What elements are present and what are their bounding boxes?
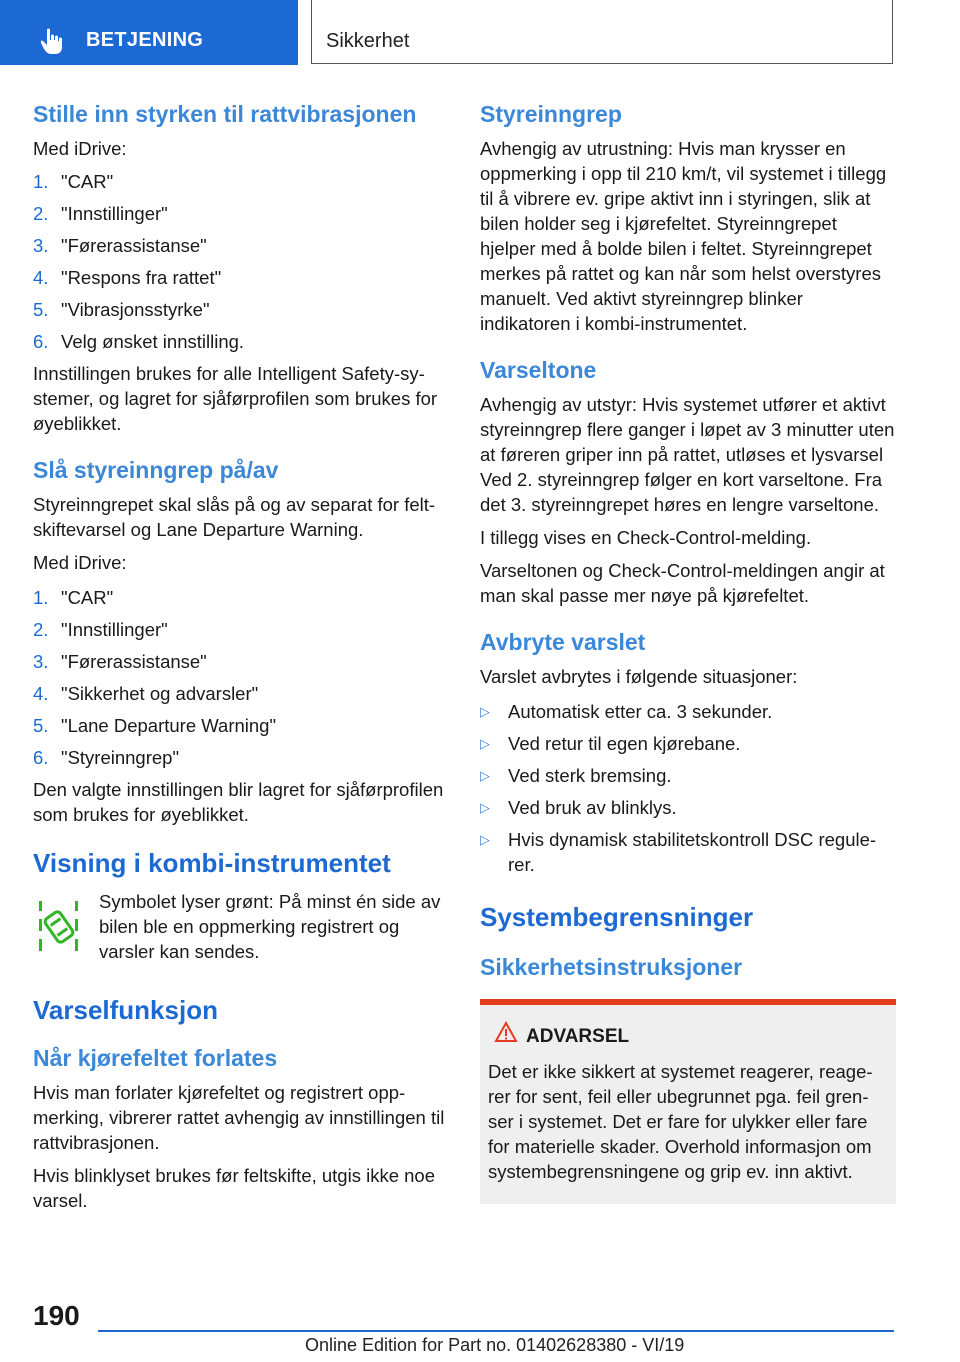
warning-text: Det er ikke sikkert at systemet reagerer, reagerer for sent, feil eller ubegrunnet pga. feil grenser i systemet. Det er fare for ulykker eller fare for materielle skader. Overhold informasjon om systembegrensningene og grip ev. inn aktivt.: [488, 1061, 873, 1182]
step-text: "Styreinngrep": [61, 747, 180, 768]
bullet-text: Ved retur til egen kjørebane.: [508, 733, 741, 754]
step-text: "Lane Departure Warning": [61, 715, 277, 736]
step-number: 1.: [33, 171, 49, 192]
step-number: 6.: [33, 747, 49, 768]
paragraph: Hvis man forlater kjørefeltet og registrert oppmerking, vibrerer rattet avhengig av innstillingen til rattvibrasjonen.: [33, 1082, 445, 1153]
section-label: BETJENING: [86, 29, 204, 51]
step-text: "CAR": [61, 171, 114, 192]
paragraph: Hvis blinklyset brukes før feltskifte, utgis ikke noe varsel.: [33, 1165, 436, 1211]
paragraph: I tillegg vises en Check-Control-melding.: [480, 527, 812, 548]
step-text: "Førerassistanse": [61, 235, 207, 256]
step-text: "Førerassistanse": [61, 651, 207, 672]
step-list: [33, 585, 453, 770]
step-number: 5.: [33, 299, 49, 320]
list-item: [480, 827, 896, 877]
step-number: 2.: [33, 203, 49, 224]
step-number: 2.: [33, 619, 49, 640]
footer-divider: [98, 1330, 894, 1332]
left-column: [33, 100, 453, 1221]
warning-title: [488, 1025, 888, 1049]
step-number: 4.: [33, 267, 49, 288]
chapter-label: Sikkerhet: [326, 30, 410, 52]
paragraph: Varslet avbrytes i følgende situasjoner:: [480, 666, 798, 687]
warning-title-text: ADVARSEL: [526, 1026, 630, 1047]
symbol-description: [33, 889, 453, 964]
step-text: "Vibrasjonsstyrke": [61, 299, 210, 320]
paragraph: Avhengig av utstyr: Hvis systemet utfører et aktivt styreinngrep flere ganger i løpet av 3 minutter uten at føreren griper inn på rattet, utløses et lysvarsel Ved 2. styreinngrep følger en kort varseltone. Fra det 3. styreinngrepet høres en lengre varseltone.: [480, 394, 895, 515]
bullet-list: [480, 699, 896, 877]
step-number: 4.: [33, 683, 49, 704]
heading-safety-instructions: Sikkerhetsinstruksjoner: [480, 954, 743, 980]
paragraph: Avhengig av utrustning: Hvis man krysser en oppmerking i opp til 210 km/t, vil systemet i tillegg til å vibrere ev. gripe aktivt inn i styringen, slik at bilen holder seg i kjørefeltet. Styreinngrepet hjelper med å bolde bilen i feltet. Styreinngrepet merkes på rattet og kan når som helst overstyres manuelt. Ved aktivt styreinngrep blinker indikatoren i kombi-instrumentet.: [480, 138, 887, 334]
list-item: [33, 713, 453, 738]
step-list: [33, 169, 453, 354]
list-item: [480, 731, 896, 756]
step-text: "Respons fra rattet": [61, 267, 222, 288]
step-text: "Sikkerhet og advarsler": [61, 683, 259, 704]
list-item: [33, 585, 453, 610]
list-item: [33, 201, 453, 226]
paragraph: Den valgte innstillingen blir lagret for sjåførprofilen som brukes for øyeblikket.: [33, 779, 444, 825]
step-number: 3.: [33, 235, 49, 256]
list-item: [33, 169, 453, 194]
chapter-tab: [311, 0, 893, 64]
step-number: 5.: [33, 715, 49, 736]
paragraph: Styreinngrepet skal slås på og av separat for feltskiftevarsel og Lane Departure Warning.: [33, 494, 436, 540]
heading-vibration-strength: Stille inn styrken til rattvibrasjonen: [33, 101, 417, 127]
heading-system-limits: Systembegrensninger: [480, 902, 754, 932]
list-item: [33, 745, 453, 770]
paragraph: Varseltonen og Check-Control-meldingen angir at man skal passe mer nøye på kjørefeltet.: [480, 560, 885, 606]
list-item: [33, 681, 453, 706]
paragraph: Symbolet lyser grønt: På minst én side av bilen ble en oppmerking registrert og varsler kan sendes.: [99, 891, 441, 962]
paragraph: Med iDrive:: [33, 552, 127, 573]
list-item: [33, 297, 453, 322]
bullet-text: Hvis dynamisk stabilitetskontroll DSC regulerer.: [508, 829, 877, 875]
bullet-text: Ved bruk av blinklys.: [508, 797, 677, 818]
list-item: [33, 233, 453, 258]
list-item: [33, 265, 453, 290]
heading-cancel-warning: Avbryte varslet: [480, 629, 646, 655]
hand-pointer-icon: [38, 26, 68, 56]
triangle-bullet-icon: ▷: [480, 704, 490, 719]
edition-info: Online Edition for Part no. 01402628380 - VI/19: [305, 1335, 685, 1355]
step-number: 1.: [33, 587, 49, 608]
heading-steering-intervention: Styreinngrep: [480, 101, 622, 127]
warning-triangle-icon: [494, 1021, 518, 1043]
list-item: [480, 795, 896, 820]
triangle-bullet-icon: ▷: [480, 768, 490, 783]
lane-departure-indicator-icon: [37, 899, 81, 953]
page-number: 190: [33, 1300, 80, 1331]
heading-warning-function: Varselfunksjon: [33, 995, 218, 1025]
triangle-bullet-icon: ▷: [480, 736, 490, 751]
list-item: [33, 649, 453, 674]
list-item: [480, 763, 896, 788]
heading-warning-tone: Varseltone: [480, 357, 597, 383]
step-number: 3.: [33, 651, 49, 672]
triangle-bullet-icon: ▷: [480, 832, 490, 847]
warning-box: [480, 999, 896, 1204]
heading-cluster-display: Visning i kombi-instrumentet: [33, 848, 391, 878]
right-column: [480, 100, 896, 1204]
step-text: Velg ønsket innstilling.: [61, 331, 245, 352]
step-text: "CAR": [61, 587, 114, 608]
triangle-bullet-icon: ▷: [480, 800, 490, 815]
list-item: [480, 699, 896, 724]
bullet-text: Automatisk etter ca. 3 sekunder.: [508, 701, 773, 722]
heading-leaving-lane: Når kjørefeltet forlates: [33, 1045, 278, 1071]
paragraph: Med iDrive:: [33, 138, 127, 159]
bullet-text: Ved sterk bremsing.: [508, 765, 672, 786]
step-text: "Innstillinger": [61, 619, 168, 640]
heading-steering-toggle: Slå styreinngrep på/av: [33, 457, 279, 483]
paragraph: Innstillingen brukes for alle Intelligent Safety-systemer, og lagret for sjåførprofilen som brukes for øyeblikket.: [33, 363, 438, 434]
section-tab: [0, 0, 298, 65]
step-text: "Innstillinger": [61, 203, 168, 224]
list-item: [33, 329, 453, 354]
step-number: 6.: [33, 331, 49, 352]
list-item: [33, 617, 453, 642]
